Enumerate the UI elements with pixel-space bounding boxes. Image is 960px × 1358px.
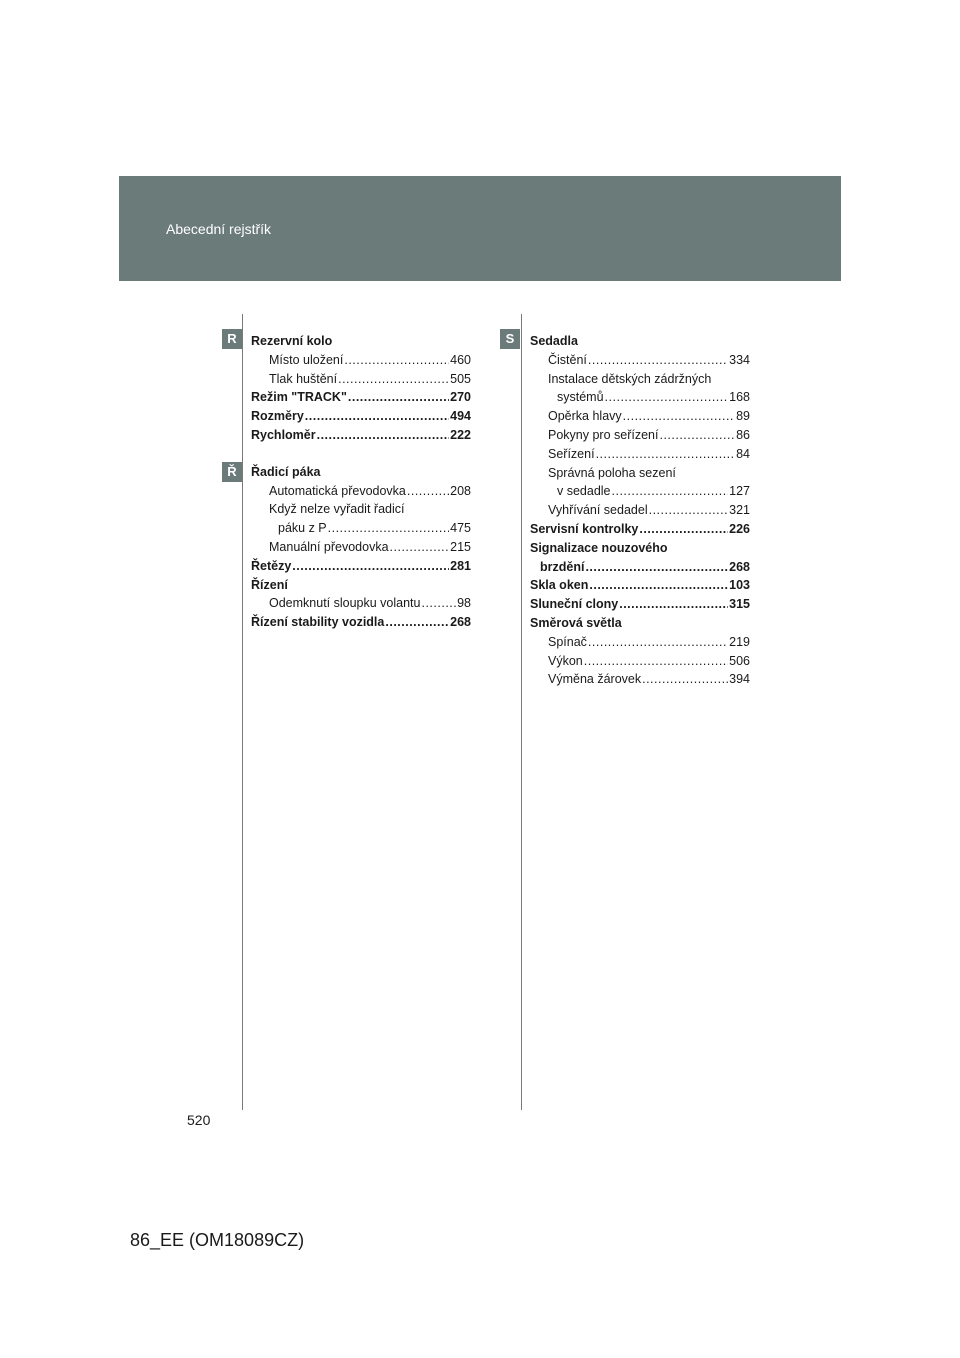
index-entry-label: systémů (557, 390, 604, 405)
dot-leader (584, 652, 728, 671)
index-entry-page: 281 (450, 558, 471, 573)
dot-leader (605, 388, 729, 407)
dot-leader (305, 407, 449, 426)
index-entry (251, 370, 471, 389)
dot-leader (596, 445, 736, 464)
letter-marker-r-caron: Ř (222, 462, 242, 482)
index-group-s (530, 332, 750, 689)
dot-leader (390, 538, 450, 557)
dot-leader (649, 501, 729, 520)
index-entry-page: 89 (736, 409, 750, 424)
dot-leader (623, 407, 735, 426)
index-entry-label: Rychloměr (251, 427, 316, 442)
letter-marker-s: S (500, 329, 520, 349)
document-code: 86_EE (OM18089CZ) (130, 1230, 305, 1250)
index-entry-page: 460 (450, 352, 471, 367)
index-entry-page: 86 (736, 427, 750, 442)
dot-leader (344, 351, 449, 370)
index-entry (251, 407, 471, 426)
index-entry-label: Rezervní kolo (251, 334, 333, 348)
index-entry (530, 464, 750, 483)
index-entry (251, 576, 471, 595)
index-entry-page: 506 (729, 653, 750, 668)
dot-leader (619, 595, 728, 614)
index-entry-page: 475 (450, 521, 471, 536)
index-entry (530, 520, 750, 539)
index-entry-label: páku z P (278, 521, 327, 536)
index-entry-label: Spínač (548, 634, 587, 649)
index-entry (530, 351, 750, 370)
index-entry (251, 463, 471, 482)
index-entry-label: Rozměry (251, 409, 304, 424)
index-entry (251, 519, 471, 538)
index-entry-page: 222 (450, 427, 471, 442)
index-entry-label: Místo uložení (269, 352, 344, 367)
index-entry-label: Řízení stability vozidla (251, 615, 385, 630)
index-entry-page: 168 (729, 390, 750, 405)
index-entry-page: 494 (450, 409, 471, 424)
index-entry-label: Instalace dětských zádržných (548, 371, 712, 386)
index-entry (530, 482, 750, 501)
index-entry (251, 557, 471, 576)
index-entry-page: 103 (729, 578, 750, 593)
index-entry-label: Čistění (548, 352, 587, 367)
dot-leader (407, 482, 449, 501)
index-entry-page: 321 (729, 503, 750, 518)
index-entry (530, 558, 750, 577)
index-entry (530, 633, 750, 652)
index-entry-label: Automatická převodovka (269, 483, 406, 498)
index-entry-label: Výměna žárovek (548, 672, 642, 687)
index-entry (530, 445, 750, 464)
index-entry-page: 394 (729, 672, 750, 687)
dot-leader (348, 388, 449, 407)
index-entry-label: Správná poloha sezení (548, 465, 676, 480)
index-group-r (251, 332, 471, 445)
index-entry (251, 613, 471, 632)
index-entry-label: Směrová světla (530, 615, 622, 630)
index-entry-page: 268 (729, 559, 750, 574)
index-entry (530, 576, 750, 595)
index-entry-label: Pokyny pro seřízení (548, 427, 659, 442)
index-entry (530, 539, 750, 558)
right-column-divider (521, 314, 522, 1110)
index-entry (530, 388, 750, 407)
page-number: 520 (187, 1112, 211, 1128)
letter-marker-r: R (222, 329, 242, 349)
dot-leader (659, 426, 735, 445)
index-entry (530, 652, 750, 671)
dot-leader (588, 633, 728, 652)
index-entry-label: Režim "TRACK" (251, 390, 347, 405)
index-entry (530, 332, 750, 351)
index-entry-label: Tlak huštění (269, 371, 338, 386)
index-entry-label: Manuální převodovka (269, 539, 389, 554)
dot-leader (317, 426, 450, 445)
index-entry-page: 208 (450, 483, 471, 498)
dot-leader (421, 594, 456, 613)
index-entry-page: 226 (729, 521, 750, 536)
dot-leader (588, 351, 728, 370)
index-entry (530, 407, 750, 426)
index-entry (530, 501, 750, 520)
dot-leader (612, 482, 729, 501)
index-entry (530, 670, 750, 689)
dot-leader (385, 613, 449, 632)
index-entry-label: Signalizace nouzového (530, 540, 668, 555)
index-entry (251, 351, 471, 370)
dot-leader (338, 370, 449, 389)
index-entry (530, 426, 750, 445)
left-column-divider (242, 314, 243, 1110)
right-index-column (530, 332, 750, 689)
index-entry-label: Servisní kontrolky (530, 521, 639, 536)
index-entry-page: 127 (729, 484, 750, 499)
left-index-column (251, 332, 471, 632)
index-entry-label: Řadicí páka (251, 464, 321, 479)
index-entry-page: 270 (450, 390, 471, 405)
dot-leader (328, 519, 450, 538)
index-entry-label: Seřízení (548, 446, 595, 461)
index-entry-label: Řízení (251, 577, 288, 592)
index-entry-label: Výkon (548, 653, 583, 668)
index-entry-page: 219 (729, 634, 750, 649)
index-entry-page: 505 (450, 371, 471, 386)
index-entry (251, 538, 471, 557)
index-entry (251, 482, 471, 501)
index-entry-label: Vyhřívání sedadel (548, 503, 648, 518)
index-entry (251, 332, 471, 351)
dot-leader (589, 576, 728, 595)
index-entry (530, 370, 750, 389)
index-entry-label: Opěrka hlavy (548, 409, 622, 424)
index-entry-label: Sedadla (530, 334, 578, 348)
index-entry (251, 388, 471, 407)
index-entry-page: 315 (729, 597, 750, 612)
index-group-r-caron (251, 463, 471, 632)
dot-leader (642, 670, 728, 689)
index-entry-label: Odemknutí sloupku volantu (269, 596, 421, 611)
index-entry-label: v sedadle (557, 484, 611, 499)
index-entry-page: 98 (457, 596, 471, 611)
index-entry (251, 594, 471, 613)
header-band (119, 176, 841, 281)
section-title: Abecední rejstřík (166, 221, 272, 237)
dot-leader (292, 557, 449, 576)
dot-leader (639, 520, 728, 539)
index-entry-page: 215 (450, 539, 471, 554)
dot-leader (585, 558, 728, 577)
index-entry (251, 500, 471, 519)
index-entry-page: 268 (450, 615, 471, 630)
index-entry-page: 84 (736, 446, 750, 461)
index-entry-label: Sluneční clony (530, 597, 619, 612)
index-entry (530, 614, 750, 633)
index-entry-label: Řetězy (251, 558, 292, 573)
index-entry-label: Skla oken (530, 578, 589, 593)
index-entry (251, 426, 471, 445)
index-entry-page: 334 (729, 352, 750, 367)
index-entry (530, 595, 750, 614)
index-entry-label: Když nelze vyřadit řadicí (269, 502, 405, 517)
index-entry-label: brzdění (540, 559, 585, 574)
